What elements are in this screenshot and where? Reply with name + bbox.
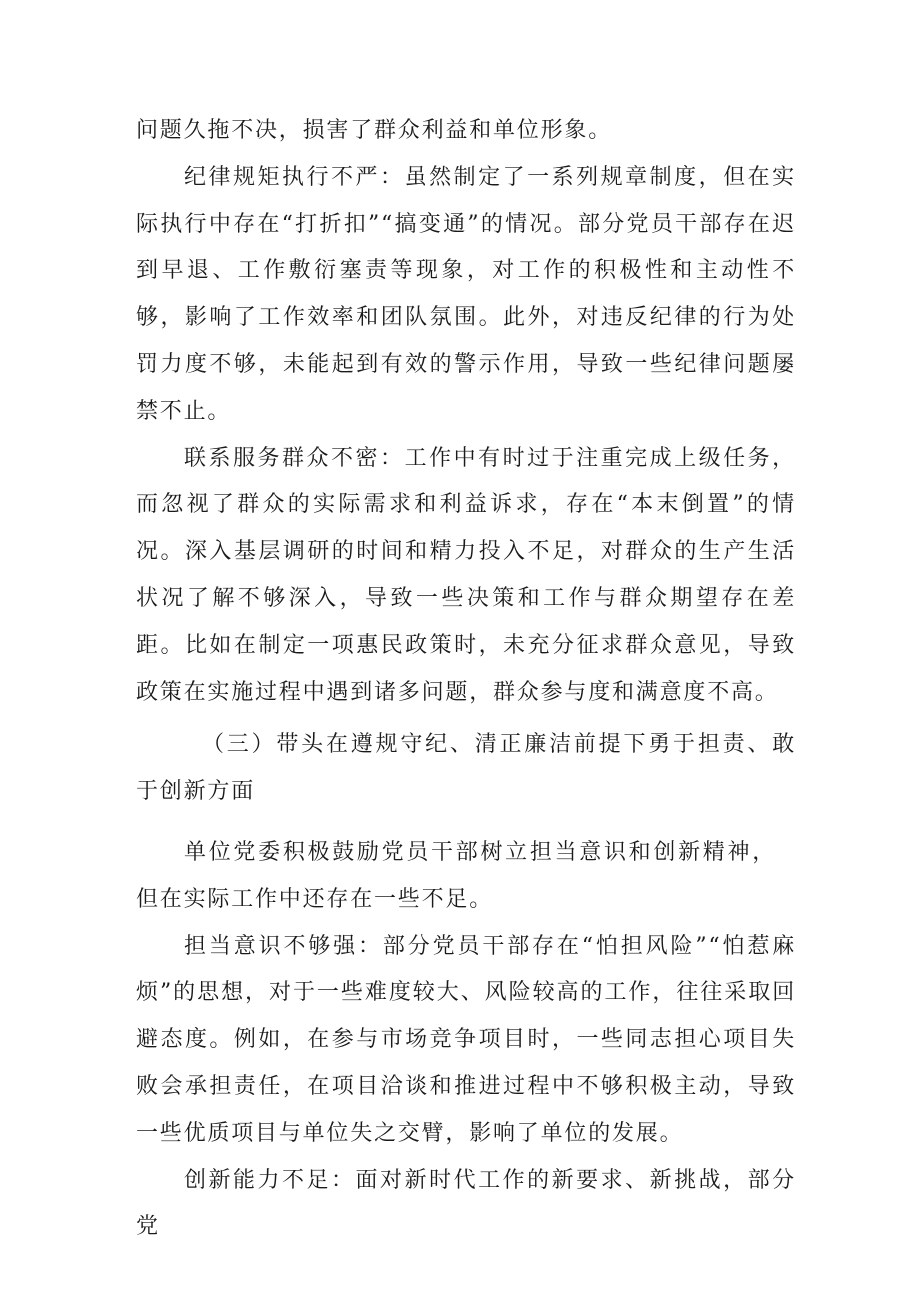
paragraph-continuation: 问题久拖不决，损害了群众利益和单位形象。 — [136, 118, 613, 143]
paragraph-discipline: 纪律规矩执行不严：虽然制定了一系列规章制度，但在实际执行中存在“打折扣”“搞变通”的情况。部分党员干部存在迟到早退、工作敷衍塞责等现象，对工作的积极性和主动性不够，影响了工作效率和团队氛围。此外，对违反纪律的行为处罚力度不够，未能起到有效的警示作用，导致一些纪律问题屡禁不止。 — [136, 164, 796, 424]
section-heading: （三）带头在遵规守纪、清正廉洁前提下勇于担责、敢于创新方面 — [136, 732, 796, 805]
paragraph-innovation: 创新能力不足：面对新时代工作的新要求、新挑战，部分党 — [136, 1167, 796, 1240]
paragraph-responsibility: 担当意识不够强：部分党员干部存在“怕担风险”“怕惹麻烦”的思想，对于一些难度较大、风险较高的工作，往往采取回避态度。例如，在参与市场竞争项目时，一些同志担心项目失败会承担责任，在项目洽谈和推进过程中不够积极主动，导致一些优质项目与单位失之交臂，影响了单位的发展。 — [136, 933, 796, 1146]
document-body — [136, 108, 796, 1251]
paragraph-party-committee: 单位党委积极鼓励党员干部树立担当意识和创新精神，但在实际工作中还存在一些不足。 — [136, 839, 776, 912]
paragraph-serving-masses: 联系服务群众不密：工作中有时过于注重完成上级任务，而忽视了群众的实际需求和利益诉求，存在“本末倒置”的情况。深入基层调研的时间和精力投入不足，对群众的生产生活状况了解不够深入，导致一些决策和工作与群众期望存在差距。比如在制定一项惠民政策时，未充分征求群众意见，导致政策在实施过程中遇到诸多问题，群众参与度和满意度不高。 — [136, 445, 796, 705]
